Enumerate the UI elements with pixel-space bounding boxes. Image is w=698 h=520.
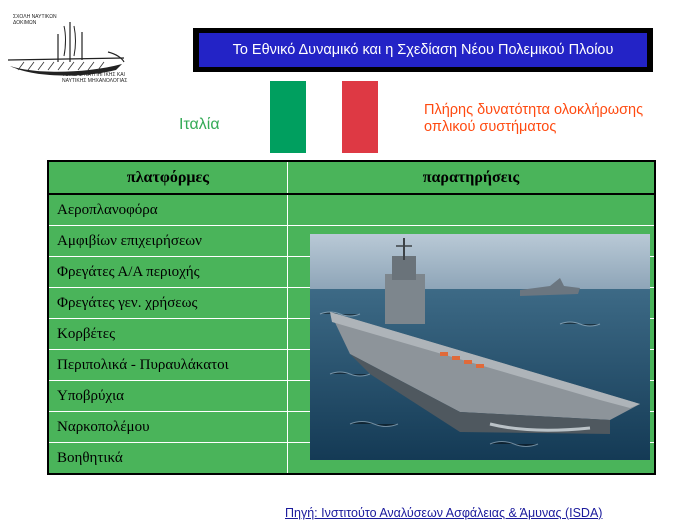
table-row bbox=[48, 194, 655, 226]
platform-cell: Αεροπλανοφόρα bbox=[48, 194, 288, 226]
aircraft-carrier-photo bbox=[310, 234, 650, 460]
header-platforms: πλατφόρμες bbox=[48, 161, 288, 194]
school-logo bbox=[4, 12, 128, 88]
logo-bottom-text bbox=[62, 72, 127, 84]
source-citation[interactable]: Πηγή: Ινστιτούτο Αναλύσεων Ασφάλειας & Άμυνας (ISDA) bbox=[285, 506, 603, 520]
capability-note: Πλήρης δυνατότητα ολοκλήρωσης οπλικού συστήματος bbox=[424, 102, 644, 135]
platform-cell: Αμφιβίων επιχειρήσεων bbox=[48, 226, 288, 257]
slide-title: Το Εθνικό Δυναμικό και η Σχεδίαση Νέου Πολεμικού Πλοίου bbox=[199, 33, 647, 67]
remarks-cell bbox=[288, 194, 656, 226]
platform-cell: Κορβέτες bbox=[48, 319, 288, 350]
platform-cell: Βοηθητικά bbox=[48, 443, 288, 475]
title-banner bbox=[193, 28, 653, 72]
logo-bottom-line-2: ΝΑΥΤΙΚΗΣ ΜΗΧΑΝΟΛΟΓΙΑΣ bbox=[62, 78, 128, 84]
flag-red-stripe bbox=[342, 81, 378, 153]
platform-cell: Φρεγάτες γεν. χρήσεως bbox=[48, 288, 288, 319]
country-label: Ιταλία bbox=[179, 116, 220, 133]
flag-green-stripe bbox=[270, 81, 306, 153]
platform-cell: Ναρκοπολέμου bbox=[48, 412, 288, 443]
logo-top-line-1: ΣΧΟΛΗ ΝΑΥΤΙΚΩΝ bbox=[13, 14, 57, 20]
platform-cell: Φρεγάτες Α/Α περιοχής bbox=[48, 257, 288, 288]
platform-cell: Υποβρύχια bbox=[48, 381, 288, 412]
header-remarks: παρατηρήσεις bbox=[288, 161, 656, 194]
logo-top-line-2: ΔΟΚΙΜΩΝ bbox=[13, 20, 37, 26]
logo-bottom-line-1: ΤΟΜΕΑΣ ΝΑΥΠΗΓΙΚΗΣ ΚΑΙ bbox=[62, 72, 125, 78]
platform-cell: Περιπολικά - Πυραυλάκατοι bbox=[48, 350, 288, 381]
table-header-row bbox=[48, 161, 655, 194]
